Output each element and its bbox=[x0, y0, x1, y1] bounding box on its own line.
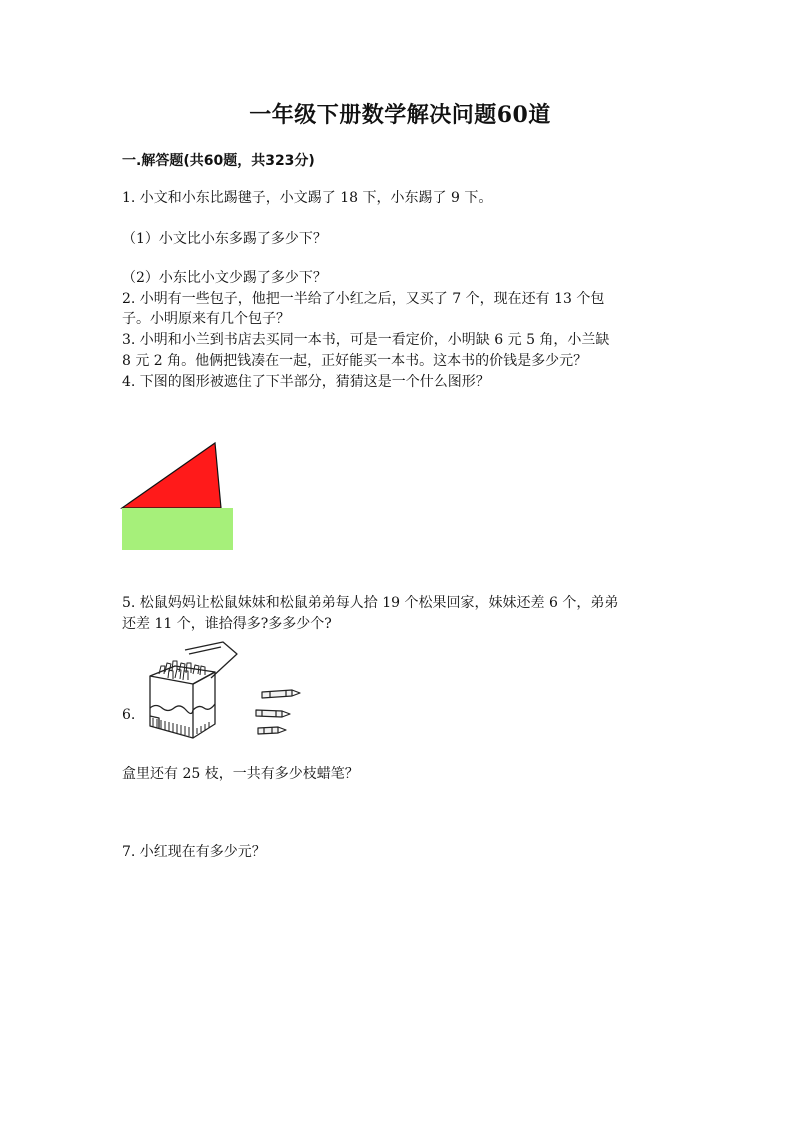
question-2-line-1: 2. 小明有一些包子，他把一半给了小红之后，又买了 7 个，现在还有 13 个包 bbox=[122, 291, 605, 307]
question-7-line-1: 7. 小红现在有多少元？ bbox=[122, 844, 266, 860]
crayon-box-image bbox=[145, 638, 245, 742]
question-6-number: 6. bbox=[122, 707, 136, 723]
green-cover-rectangle bbox=[122, 508, 233, 550]
red-triangle-shape bbox=[122, 443, 221, 508]
section-heading: 一.解答题(共60题，共323分) bbox=[122, 153, 315, 169]
loose-crayons-image bbox=[252, 684, 308, 738]
question-1-sub-1: （1）小文比小东多踢了多少下？ bbox=[122, 231, 327, 247]
crayon-2 bbox=[256, 710, 290, 717]
covered-triangle-figure bbox=[120, 440, 236, 552]
question-5-line-2: 还差 11 个，谁拾得多?多多少个? bbox=[122, 616, 332, 632]
question-3-line-1: 3. 小明和小兰到书店去买同一本书，可是一看定价，小明缺 6 元 5 角，小兰缺 bbox=[122, 332, 610, 348]
question-1-sub-2: （2）小东比小文少踢了多少下？ bbox=[122, 270, 327, 286]
question-1-stem: 1. 小文和小东比踢毽子，小文踢了 18 下，小东踢了 9 下。 bbox=[122, 190, 493, 206]
crayon-1 bbox=[262, 690, 300, 698]
question-6-text: 盒里还有 25 枝，一共有多少枝蜡笔？ bbox=[122, 766, 359, 782]
crayon-3 bbox=[258, 727, 286, 734]
question-4-line-1: 4. 下图的图形被遮住了下半部分，猜猜这是一个什么图形？ bbox=[122, 374, 490, 390]
question-3-line-2: 8 元 2 角。他俩把钱凑在一起，正好能买一本书。这本书的价钱是多少元？ bbox=[122, 353, 588, 369]
question-2-line-2: 子。小明原来有几个包子？ bbox=[122, 311, 290, 327]
page-title: 一年级下册数学解决问题60道 bbox=[249, 102, 551, 128]
question-5-line-1: 5. 松鼠妈妈让松鼠妹妹和松鼠弟弟每人拾 19 个松果回家，妹妹还差 6 个，弟弟 bbox=[122, 595, 619, 611]
